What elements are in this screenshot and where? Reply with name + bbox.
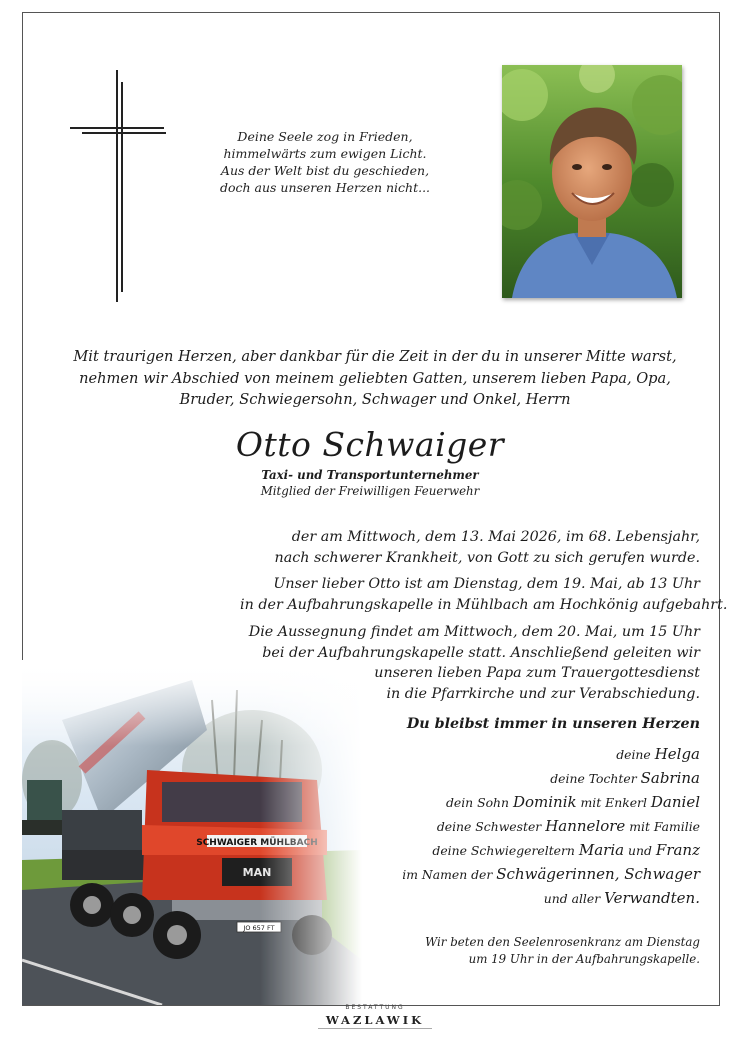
deceased-membership: Mitglied der Freiwilligen Feuerwehr	[260, 484, 480, 498]
survivor-relation: deine Schwester	[436, 819, 542, 834]
rosary-line: Wir beten den Seelenrosenkranz am Dienstag	[425, 935, 700, 949]
deceased-profession: Taxi- und Transportunternehmer	[261, 468, 479, 482]
poem	[190, 128, 460, 196]
poem-line: Deine Seele zog in Frieden,	[237, 129, 413, 144]
funeral-home-label: BESTATTUNG	[345, 1004, 405, 1011]
paragraph-line: in die Pfarrkirche und zur Verabschiedung.	[386, 685, 700, 702]
viewing-paragraph	[240, 574, 728, 615]
survivor-name: Maria	[578, 841, 625, 859]
intro-line: Mit traurigen Herzen, aber dankbar für die Zeit in der du in unserer Mitte warst,	[73, 348, 677, 365]
closing-line: Du bleibst immer in unseren Herzen	[406, 716, 700, 732]
paragraph-line: unseren lieben Papa zum Trauergottesdienst	[374, 665, 700, 681]
survivor-relation: im Namen der	[402, 867, 493, 882]
intro-line: Bruder, Schwiegersohn, Schwager und Onkel, Herrn	[179, 391, 571, 408]
survivor-relation: dein Sohn	[445, 795, 509, 810]
poem-line: Aus der Welt bist du geschieden,	[220, 163, 430, 178]
paragraph-line: in der Aufbahrungskapelle in Mühlbach am Hochkönig aufgebahrt.	[240, 596, 728, 613]
survivor-relation: und	[628, 843, 652, 858]
paragraph-line: Unser lieber Otto ist am Dienstag, dem 19. Mai, ab 13 Uhr	[273, 576, 700, 592]
deceased-name: Otto Schwaiger	[235, 425, 505, 464]
paragraph-line: nach schwerer Krankheit, von Gott zu sich gerufen wurde.	[274, 549, 700, 566]
survivor-name: Daniel	[650, 793, 700, 811]
intro-line: nehmen wir Abschied von meinem geliebten Gatten, unserem lieben Papa, Opa,	[79, 369, 671, 387]
survivor-name: Hannelore	[545, 817, 626, 835]
paragraph-line: der am Mittwoch, dem 13. Mai 2026, im 68. Lebensjahr,	[291, 529, 700, 545]
portrait-photo	[502, 65, 682, 298]
survivor-relation: deine Tochter	[550, 771, 637, 786]
paragraph-line: bei der Aufbahrungskapelle statt. Anschließend geleiten wir	[262, 644, 700, 661]
cross-icon	[70, 70, 166, 302]
survivor-name: Dominik	[512, 793, 577, 811]
death-paragraph	[240, 527, 700, 568]
survivor-name: Helga	[654, 745, 700, 763]
survivor-relation: mit Enkerl	[580, 795, 647, 810]
survivor-name: Franz	[655, 841, 700, 859]
survivor-name: Sabrina	[640, 769, 700, 787]
poem-line: himmelwärts zum ewigen Licht.	[223, 146, 427, 161]
funeral-home-logo: WAZLAWIK	[325, 1013, 425, 1027]
survivor-relation: mit Familie	[629, 819, 700, 834]
poem-line: doch aus unseren Herzen nicht...	[219, 180, 431, 195]
intro-text	[40, 346, 710, 411]
survivor-relation: deine Schwiegereltern	[432, 843, 575, 858]
rosary-line: um 19 Uhr in der Aufbahrungskapelle.	[468, 952, 700, 966]
truck-photo	[22, 660, 362, 1005]
survivor-relation: und aller	[543, 891, 601, 906]
survivor-name: Schwägerinnen, Schwager	[496, 865, 700, 883]
logo-divider	[318, 1028, 432, 1029]
paragraph-line: Die Aussegnung findet am Mittwoch, dem 20. Mai, um 15 Uhr	[248, 624, 700, 640]
survivor-relation: deine	[616, 747, 651, 762]
survivor-name: Verwandten.	[604, 889, 700, 907]
